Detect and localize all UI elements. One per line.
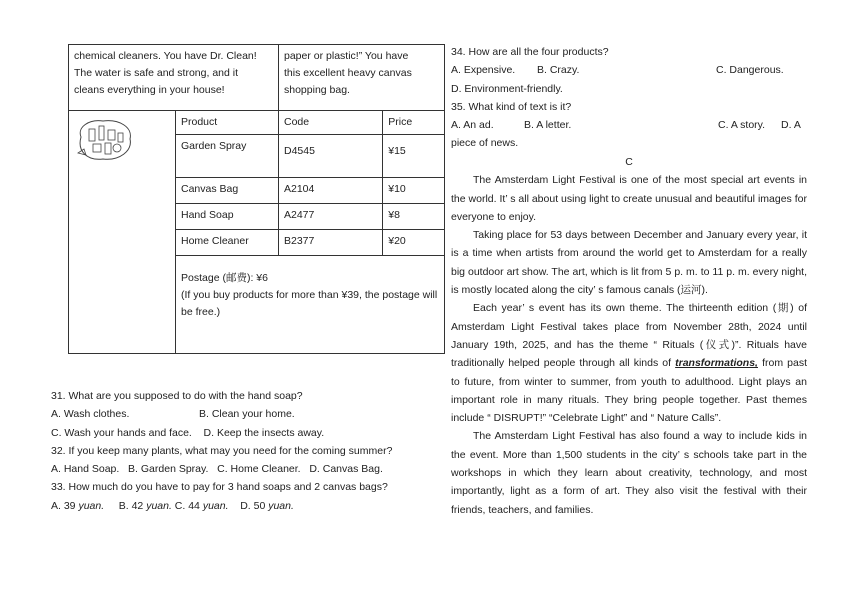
code-cell: D4545 — [279, 135, 383, 178]
question-33-options: A. 39 yuan. B. 42 yuan. C. 44 yuan. D. 50 yuan. — [51, 499, 294, 512]
passage-letter: C — [625, 156, 633, 168]
product-ad-table — [68, 44, 445, 354]
questions-34-35 — [451, 43, 807, 153]
questions-31-33 — [51, 387, 441, 515]
highlighted-word: transformations, — [675, 357, 758, 370]
question-34-option-d: D. Environment-friendly. — [451, 82, 563, 95]
passage-paragraph-1: The Amsterdam Light Festival is one of the most special art events in the world. It’ s all about using light to create unusual and beautiful images for everyone to enjoy. — [451, 174, 807, 223]
product-cell: Garden Spray — [176, 135, 279, 178]
price-cell: ¥10 — [383, 178, 445, 204]
question-31: 31. What are you supposed to do with the hand soap? — [51, 390, 303, 402]
products-pile-icon — [75, 117, 135, 163]
question-31-options-ab: A. Wash clothes. B. Clean your home. — [51, 408, 295, 421]
header-product: Product — [176, 111, 279, 135]
products-illustration — [69, 111, 176, 354]
product-cell: Canvas Bag — [176, 178, 279, 204]
postage-cell — [176, 256, 445, 354]
code-cell: A2477 — [279, 204, 383, 230]
question-34-options-abc: A. Expensive. B. Crazy. C. Dangerous. — [451, 64, 784, 77]
price-cell: ¥8 — [383, 204, 445, 230]
code-cell: A2104 — [279, 178, 383, 204]
question-35-options: A. An ad. B. A letter. C. A story. D. A — [451, 119, 801, 132]
price-cell: ¥15 — [383, 135, 445, 178]
ad-text-right: paper or plastic!” You have this excellent heavy canvas shopping bag. — [279, 45, 445, 111]
question-35-option-d-cont: piece of news. — [451, 137, 519, 150]
header-code: Code — [279, 111, 383, 135]
question-35: 35. What kind of text is it? — [451, 100, 572, 113]
header-price: Price — [383, 111, 445, 135]
postage-note: (If you buy products for more than ¥39, the postage will be free.) — [181, 289, 438, 318]
question-33: 33. How much do you have to pay for 3 hand soaps and 2 canvas bags? — [51, 481, 388, 494]
passage-paragraph-4: The Amsterdam Light Festival has also found a way to include kids in the event. More than 1,500 students in the city’ s schools take part in the workshops in which they learn about creativity, technology, and most importantly, light as a form of art. They also visit the festival with their friends, teachers, and families. — [451, 430, 807, 516]
question-32-options: A. Hand Soap. B. Garden Spray. C. Home Cleaner. D. Canvas Bag. — [51, 463, 383, 476]
passage-paragraph-3: Each year’ s event has its own theme. The thirteenth edition (期) of Amsterdam Light Festival takes place from November 28th, 2024 until January 19th, 2025, and has the theme “ Rituals (仪式)”. Rituals have traditionally helped people through all kinds of transformations, from past to future, from winter to summer, from youth to adulthood. Light plays an important role in many rituals. They bring people together. Past themes include “ DISRUPT!” “Celebrate Light” and “ Nature Calls”. — [451, 302, 807, 425]
passage-c — [451, 153, 807, 519]
product-cell: Hand Soap — [176, 204, 279, 230]
product-cell: Home Cleaner — [176, 230, 279, 256]
postage-line: Postage (邮费): ¥6 — [181, 272, 268, 284]
question-31-options-cd: C. Wash your hands and face. D. Keep the insects away. — [51, 426, 325, 439]
passage-paragraph-2: Taking place for 53 days between December and January every year, it is a time when artists from around the world get to Amsterdam for a really big outdoor art show. The art, which is lit from 5 p. m. to 11 p. m. every night, is mostly located along the city’ s famous canals (运河). — [451, 229, 807, 297]
code-cell: B2377 — [279, 230, 383, 256]
price-cell: ¥20 — [383, 230, 445, 256]
ad-text-left: chemical cleaners. You have Dr. Clean! The water is safe and strong, and it cleans everything in your house! — [69, 45, 279, 111]
question-32: 32. If you keep many plants, what may you need for the coming summer? — [51, 444, 393, 457]
question-34: 34. How are all the four products? — [451, 46, 609, 58]
